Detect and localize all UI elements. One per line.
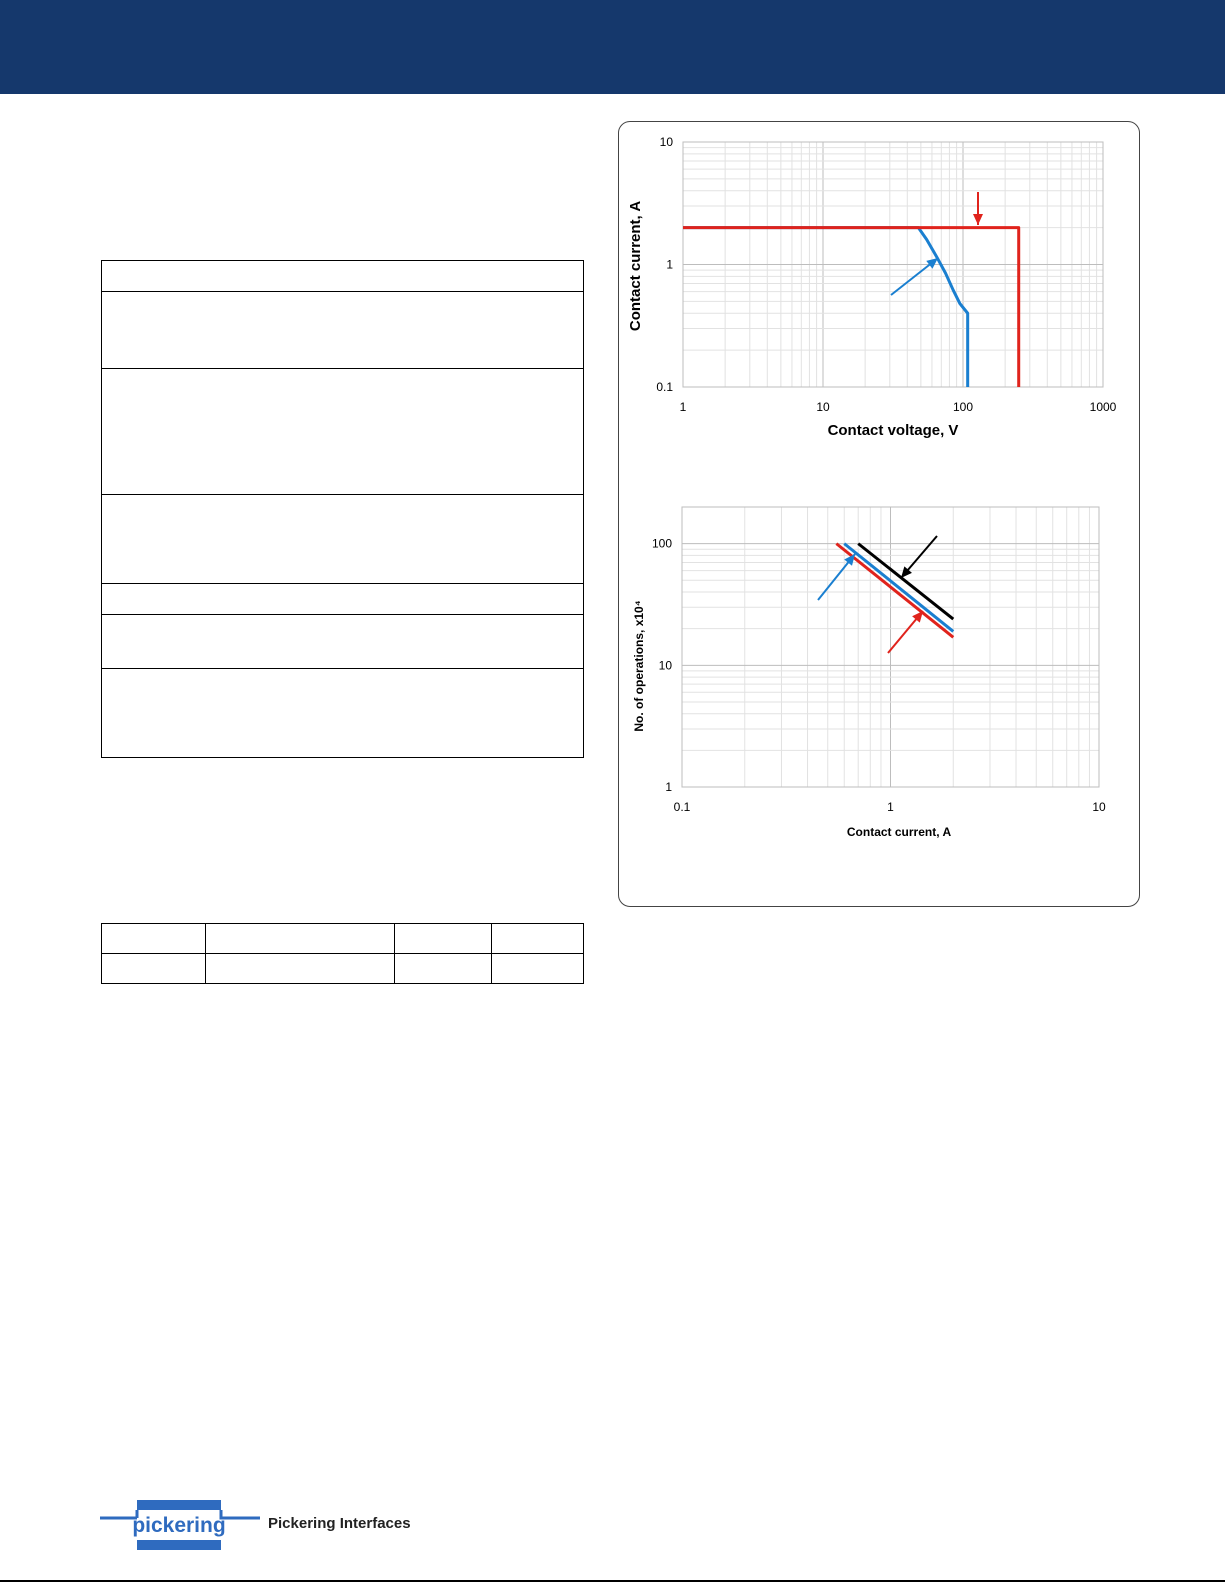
chart-contact-current-vs-voltage bbox=[618, 121, 1140, 451]
chart-series bbox=[683, 228, 1019, 387]
header-band bbox=[0, 0, 1225, 94]
x-tick-label: 10 bbox=[816, 400, 830, 414]
logo-bar-bottom bbox=[137, 1540, 221, 1550]
table-row bbox=[102, 954, 584, 984]
y-axis-label: Contact current, A bbox=[627, 200, 644, 332]
x-axis-label: Contact current, A bbox=[846, 825, 952, 839]
table-row bbox=[102, 369, 584, 495]
series-line-1 bbox=[683, 228, 968, 387]
x-tick-label: 10 bbox=[1092, 800, 1106, 814]
y-tick-label: 100 bbox=[651, 536, 672, 551]
logo-text: pickering bbox=[132, 1514, 226, 1537]
x-tick-label: 100 bbox=[952, 400, 974, 414]
pickering-logo bbox=[100, 1496, 270, 1552]
x-axis-label: Contact voltage, V bbox=[827, 422, 959, 439]
chart-annotations bbox=[818, 536, 937, 653]
series-line-2 bbox=[844, 544, 953, 632]
chart-grid bbox=[683, 142, 1103, 387]
table-row bbox=[102, 584, 584, 615]
table-row bbox=[102, 292, 584, 369]
table-row bbox=[102, 261, 584, 292]
y-tick-label: 0.1 bbox=[656, 380, 673, 394]
table-row bbox=[102, 924, 584, 954]
company-name: Pickering Interfaces bbox=[268, 1515, 411, 1532]
order-table bbox=[101, 923, 584, 984]
y-axis-label: No. of operations, x10⁴ bbox=[632, 600, 646, 732]
annotation-arrow-red-head bbox=[973, 214, 983, 225]
footer-rule bbox=[0, 1580, 1225, 1582]
table-row bbox=[102, 615, 584, 669]
y-tick-label: 10 bbox=[659, 135, 673, 149]
spec-table bbox=[101, 260, 584, 758]
x-tick-label: 0.1 bbox=[673, 800, 691, 814]
x-tick-label: 1 bbox=[679, 400, 687, 414]
table-row bbox=[102, 495, 584, 584]
chart-grid bbox=[682, 507, 1099, 787]
x-tick-label: 1000 bbox=[1089, 400, 1117, 414]
y-tick-label: 1 bbox=[665, 780, 672, 794]
x-tick-label: 1 bbox=[887, 800, 894, 814]
y-tick-label: 10 bbox=[658, 658, 672, 673]
table-row bbox=[102, 669, 584, 758]
chart-annotations bbox=[891, 192, 983, 295]
y-tick-label: 1 bbox=[666, 257, 673, 272]
logo-bar-top bbox=[137, 1500, 221, 1510]
chart-operations-vs-current bbox=[618, 500, 1140, 850]
